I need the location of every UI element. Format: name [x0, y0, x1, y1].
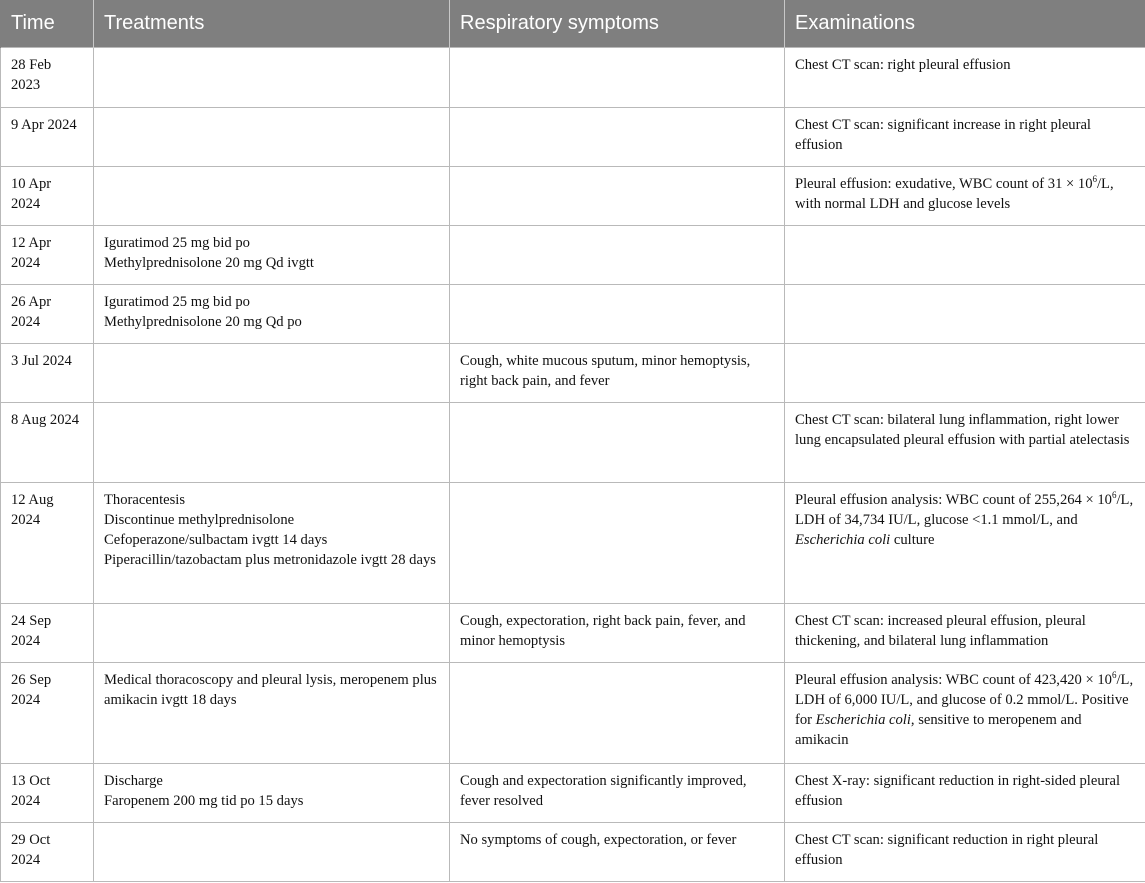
treatments-cell	[94, 603, 450, 662]
respiratory-cell	[450, 343, 785, 402]
treatments-cell	[94, 107, 450, 166]
treatments-cell	[94, 822, 450, 881]
exam-text: /L, LDH of 34,734 IU/L, glucose <1.1 mmol/L, and	[795, 491, 1134, 528]
respiratory-cell	[450, 763, 785, 822]
respiratory-cell	[450, 402, 785, 482]
examinations-cell	[785, 107, 1145, 166]
table-row	[1, 166, 1145, 225]
exponent: 6	[1092, 173, 1097, 184]
header-time: Time	[1, 0, 94, 47]
exponent: 6	[1111, 489, 1117, 500]
table-header	[1, 0, 1145, 47]
table-row	[1, 225, 1145, 284]
table-row	[1, 482, 1145, 603]
treatments-cell	[94, 343, 450, 402]
treatment-line: Discontinue methylprednisolone	[104, 511, 295, 528]
respiratory-cell	[450, 603, 785, 662]
treatment-line: Thoracentesis	[104, 491, 186, 508]
examinations-cell	[785, 402, 1145, 482]
time-cell: 24 Sep 2024	[1, 603, 94, 662]
symptom-text: No symptoms of cough, expectoration, or fever	[460, 831, 737, 848]
examinations-cell	[785, 343, 1145, 402]
examinations-cell	[785, 166, 1145, 225]
examinations-cell	[785, 225, 1145, 284]
treatments-cell	[94, 482, 450, 603]
symptom-text: Cough, white mucous sputum, minor hemoptysis, right back pain, and fever	[460, 352, 751, 389]
respiratory-cell	[450, 166, 785, 225]
examinations-cell	[785, 284, 1145, 343]
respiratory-cell	[450, 822, 785, 881]
treatment-line: Piperacillin/tazobactam plus metronidazole ivgtt 28 days	[104, 551, 436, 568]
time-cell: 28 Feb 2023	[1, 47, 94, 107]
exam-text: Chest CT scan: significant increase in right pleural effusion	[795, 116, 1091, 153]
time-cell: 10 Apr 2024	[1, 166, 94, 225]
respiratory-cell	[450, 662, 785, 763]
treatment-line: Iguratimod 25 mg bid po	[104, 234, 250, 251]
table-body	[1, 47, 1145, 881]
table-row	[1, 822, 1145, 881]
treatment-line: Medical thoracoscopy and pleural lysis, meropenem plus amikacin ivgtt 18 days	[104, 671, 437, 708]
header-respiratory-symptoms: Respiratory symptoms	[450, 0, 785, 47]
exam-text: , sensitive to meropenem and amikacin	[795, 711, 1082, 748]
exponent: 6	[1111, 669, 1117, 680]
time-cell: 13 Oct 2024	[1, 763, 94, 822]
examinations-cell	[785, 603, 1145, 662]
organism-name: Escherichia coli	[795, 531, 891, 548]
respiratory-cell	[450, 482, 785, 603]
treatment-line: Faropenem 200 mg tid po 15 days	[104, 792, 304, 809]
examinations-cell	[785, 822, 1145, 881]
examinations-cell	[785, 482, 1145, 603]
examinations-cell	[785, 662, 1145, 763]
table-row	[1, 603, 1145, 662]
time-cell: 8 Aug 2024	[1, 402, 94, 482]
table-row	[1, 107, 1145, 166]
table-row	[1, 284, 1145, 343]
table-row	[1, 763, 1145, 822]
treatment-line: Cefoperazone/sulbactam ivgtt 14 days	[104, 531, 328, 548]
time-cell: 29 Oct 2024	[1, 822, 94, 881]
header-row	[1, 0, 1145, 47]
exam-text: Pleural effusion: exudative, WBC count of 31 × 10	[795, 175, 1093, 192]
treatment-line: Methylprednisolone 20 mg Qd po	[104, 313, 302, 330]
table-row	[1, 662, 1145, 763]
examinations-cell	[785, 47, 1145, 107]
symptom-text: Cough and expectoration significantly improved, fever resolved	[460, 772, 747, 809]
exam-text: /L, LDH of 6,000 IU/L, and glucose of 0.2 mmol/L. Positive for	[795, 671, 1134, 728]
treatment-line: Methylprednisolone 20 mg Qd ivgtt	[104, 254, 314, 271]
exam-text: Chest CT scan: increased pleural effusion, pleural thickening, and bilateral lung inflammation	[795, 612, 1086, 649]
exam-text: culture	[890, 531, 935, 548]
respiratory-cell	[450, 47, 785, 107]
respiratory-cell	[450, 284, 785, 343]
treatments-cell	[94, 284, 450, 343]
exam-text: Chest CT scan: bilateral lung inflammation, right lower lung encapsulated pleural effusion with partial atelectasis	[795, 411, 1130, 448]
time-cell: 26 Sep 2024	[1, 662, 94, 763]
time-cell: 3 Jul 2024	[1, 343, 94, 402]
time-cell: 9 Apr 2024	[1, 107, 94, 166]
examinations-cell	[785, 763, 1145, 822]
header-treatments: Treatments	[94, 0, 450, 47]
time-cell: 12 Apr 2024	[1, 225, 94, 284]
exam-text: Chest CT scan: right pleural effusion	[795, 56, 1011, 73]
table-row	[1, 343, 1145, 402]
time-cell: 26 Apr 2024	[1, 284, 94, 343]
treatments-cell	[94, 166, 450, 225]
symptom-text: Cough, expectoration, right back pain, fever, and minor hemoptysis	[460, 612, 746, 649]
table-row	[1, 402, 1145, 482]
header-examinations: Examinations	[785, 0, 1145, 47]
treatments-cell	[94, 225, 450, 284]
exam-text: /L, with normal LDH and glucose levels	[795, 175, 1114, 212]
table-row	[1, 47, 1145, 107]
time-cell: 12 Aug 2024	[1, 482, 94, 603]
exam-text: Pleural effusion analysis: WBC count of 255,264 × 10	[795, 491, 1112, 508]
respiratory-cell	[450, 107, 785, 166]
treatments-cell	[94, 402, 450, 482]
treatments-cell	[94, 763, 450, 822]
exam-text: Pleural effusion analysis: WBC count of 423,420 × 10	[795, 671, 1112, 688]
exam-text: Chest CT scan: significant reduction in right pleural effusion	[795, 831, 1099, 868]
respiratory-cell	[450, 225, 785, 284]
treatment-line: Discharge	[104, 772, 163, 789]
treatments-cell	[94, 47, 450, 107]
treatments-cell	[94, 662, 450, 763]
organism-name: Escherichia coli	[815, 711, 911, 728]
exam-text: Chest X-ray: significant reduction in right-sided pleural effusion	[795, 772, 1121, 809]
treatment-line: Iguratimod 25 mg bid po	[104, 293, 250, 310]
